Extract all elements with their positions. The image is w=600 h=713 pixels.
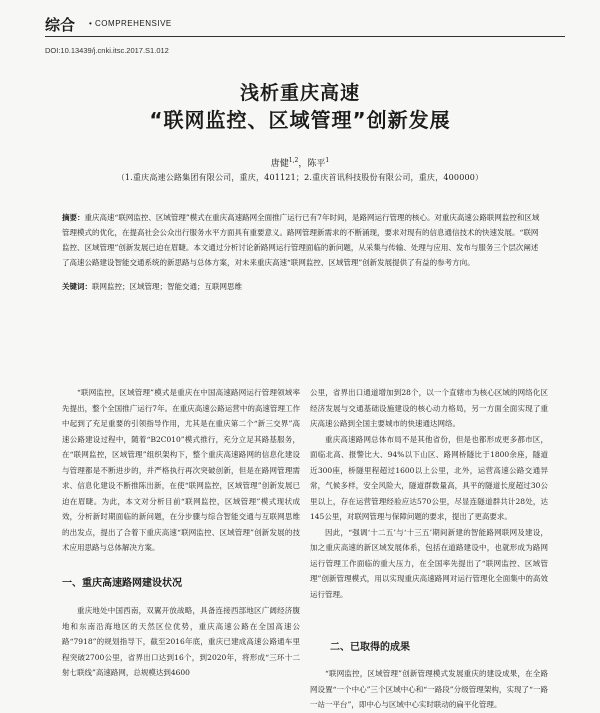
keywords-label: 关键词：	[62, 282, 92, 291]
author-1-affil: 1,2	[288, 157, 299, 164]
author-2: 陈平	[307, 159, 326, 169]
right-paragraph-3: 因此，“强调‘十二五’与‘十三五’期间新建的智能路网联网及建设，加之重庆高速的新区域发展体系，包括在道路建设中，也就形成为路网运行管理工作面临的重大压力，在全国率先提出了“联网监控、区域管理”创新管理模式，用以实现重庆高速路网对运行管理化全面集中的高效运行管理。	[310, 527, 548, 599]
page-header	[45, 14, 565, 37]
right-column-body	[310, 385, 548, 602]
section-heading-1: 一、重庆高速路网建设状况	[62, 578, 182, 589]
section-heading-2: 二、已取得的成果	[330, 642, 410, 653]
section-subtitle: • COMPREHENSIVE	[89, 19, 172, 28]
abstract-text: 重庆高速“联网监控、区域管理”模式在重庆高速路网全面推广运行已有7年时间，是路网运行管理的核心。对重庆高速公路联网监控和区域管理模式的优化，在提高社会公众出行服务水平方面具有重要意义。路网管理新需求的不断涌现，要求对现有的信息通信技术的快速发展。“联网监控、区域管理”创新发展已迫在眉睫。本文通过分析讨论新路网运行管理面临的新问题，从采集与传输、处理与应用、发布与服务三个层次阐述了高速公路建设智能交通系统的新思路与总体方案，对未来重庆高速“联网监控、区域管理”创新发展提供了有益的参考方向。	[62, 213, 540, 267]
article-title-line1: 浅析重庆高速	[239, 82, 360, 104]
right-paragraph-2: 重庆高速路网总体布局不是其他省份，但是也都形成更多都市区，面临北高、报警比大、94%以下山区、路网桥隧比于1800余座，隧道近300座，桥隧里程超过1600以上公里，北外，运营高速公路交通异常，气候多样，安全风险大，隧道群数量高，具平的隧道长度超过30公里以上，存在运营管理经验应达570公里，尽显连隧道群共计28处，达145公里，对联网管理与保障问题的要求，提出了更高要求。	[310, 434, 548, 521]
affiliation: （1.重庆高速公路集团有限公司，重庆，401121；2.重庆首讯科技股份有限公司，重庆，400000）	[116, 173, 484, 182]
section-title: 综合	[45, 16, 76, 34]
author-2-affil: 1	[325, 157, 330, 164]
article-title-line2: “联网监控、区域管理”创新发展	[149, 108, 451, 132]
author-1: 唐健	[270, 159, 289, 169]
section-2-body	[310, 666, 548, 713]
doi-line: DOI:10.13439/j.cnki.itsc.2017.S1.012	[45, 46, 169, 55]
section-1-paragraph: 重庆地处中国西南，双翼开放战略，具备连接西部地区广阔经济腹地和东南沿海地区的天然区位优势，重庆高速公路在全国高速公路“7918”的规划指导下，截至2016年底，重庆已建成高速公路通车里程突破2700公里，省界出口达到16个，到2020年，将形成“三环十二射七联线”高速路网，总规模达到4600	[62, 606, 300, 677]
keywords	[62, 281, 540, 292]
abstract	[62, 210, 540, 270]
author-line	[0, 156, 600, 169]
section-2-paragraph: “联网监控，区域管理”创新管理模式发展重庆的建设成果，在全路网设置“一个中心”三个区域中心和“一路段”分级管理架构，实现了“一路一站一平台”，即中心与区域中心实时联动的扁平化管理。	[310, 669, 548, 709]
section-1-body	[62, 603, 300, 681]
abstract-label: 摘要：	[62, 213, 85, 222]
keywords-text: 联网监控；区域管理；智能交通；互联网思维	[92, 282, 242, 291]
author-separator: ，	[298, 159, 308, 169]
left-column-intro	[62, 385, 300, 556]
right-paragraph-1: 公里，省界出口通道增加到28个，以一个直辖市为核心区域的网络化区经济发展与交通基础设施建设的核心动力格局，另一方面全面实现了重庆高速公路到全国主要城市的快速通达网络。	[310, 388, 548, 428]
intro-paragraph: “联网监控，区域管理”模式是重庆在中国高速路网运行管理领域率先提出，整个全国推广运行7年。在重庆高速公路运营中的高速管理工作中起到了充足重要的引领指导作用，尤其是在重庆第二个“新三交界”高速公路建设过程中，随着“B2C010”模式推行，充分立足其路基服务，在“联网监控，区域管理”组织架构下，整个重庆高速路网的信息化建设与管理都是不断进步的，并严格执行再次突破创新，但是在路网管理需求、信息化建设不断推陈出新，在使“联网监控，区域管理”创新发展已迫在眉睫。为此，本文对分析目前“联网监控，区域管理”模式现状成效，分析新时期面临的新问题，在分步骤与综合智能交通与互联网思维的出发点，提出了合着下重庆高速“联网监控、区域管理”创新发展的技术应用思路与总体解决方案。	[62, 388, 300, 552]
